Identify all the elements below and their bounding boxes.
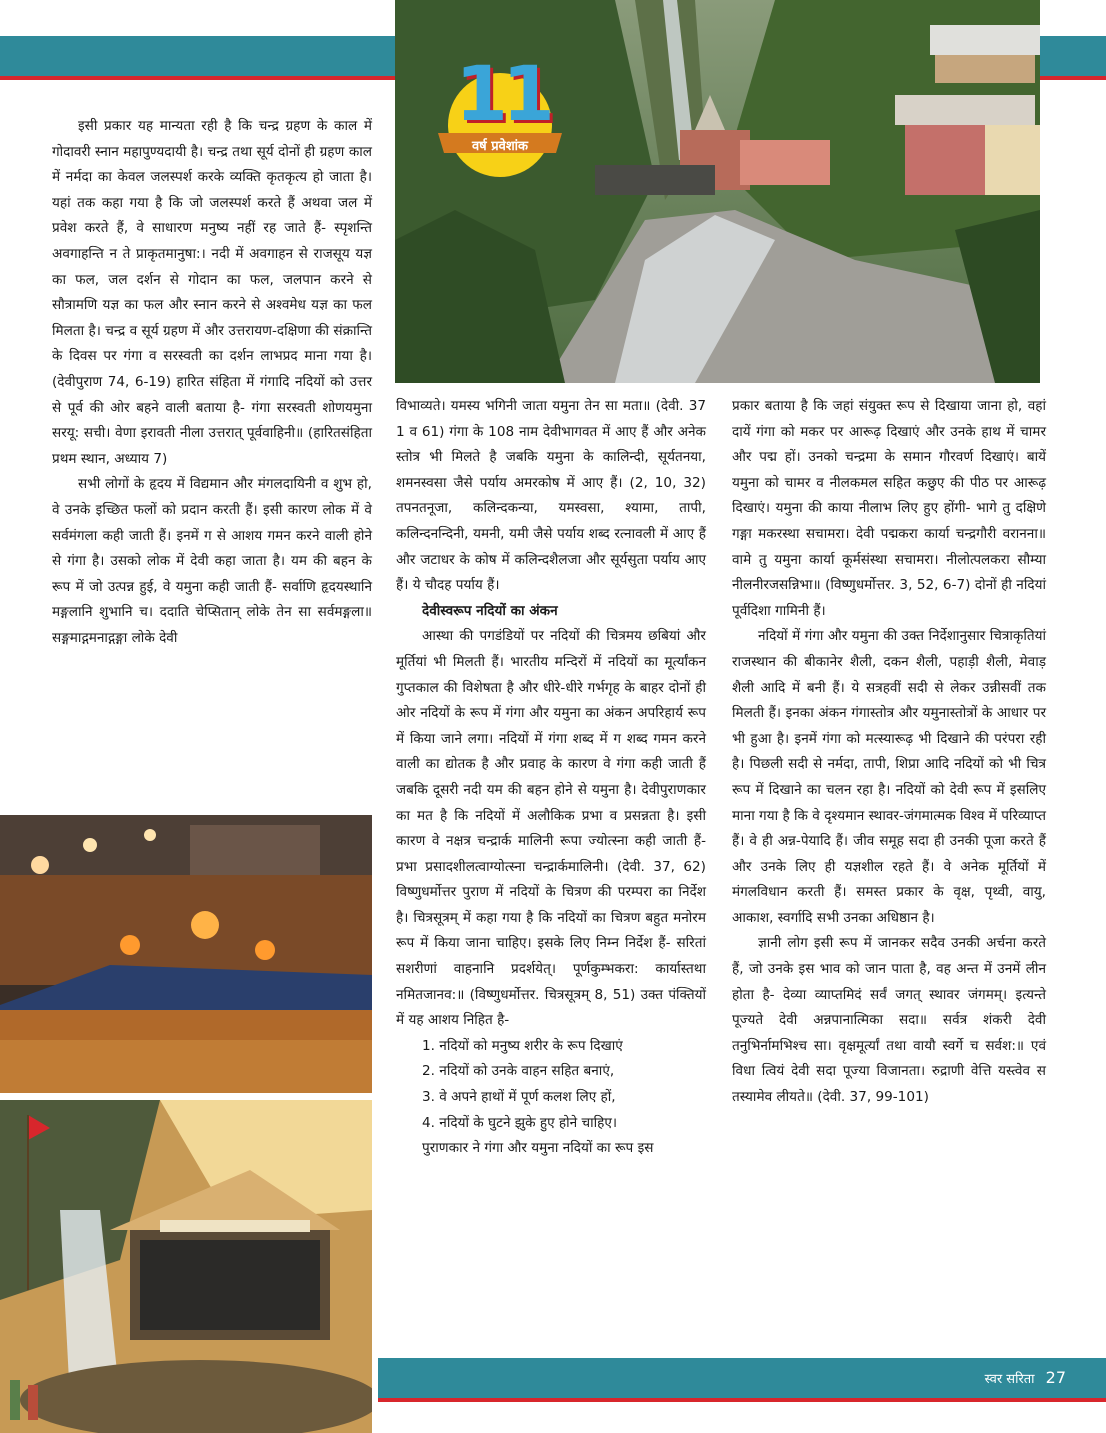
paragraph: नदियों में गंगा और यमुना की उक्त निर्देशानुसार चित्राकृतियां राजस्थान की बीकानेर शैली, दकन शैली, पहाड़ी शैली, मेवाड़ शैली आदि में बनी हैं। ये सत्रहवीं सदी से लेकर उन्नीसवीं तक मिलती हैं। इनका अंकन गंगास्तोत्र और यमुनास्तोत्रों के आधार पर भी हुआ है। इनमें गंगा को मत्स्यारूढ़ भी दिखाने की परंपरा रही है। पिछली सदी से नर्मदा, तापी, शिप्रा आदि नदियों को भी चित्र रूप में दिखाने का चलन रहा है। नदियों को देवी रूप में इसलिए माना गया है कि वे दृश्यमान स्थावर-जंगमात्मक विश्व में परिव्याप्त हैं। वे ही अन्न-पेयादि हैं। जीव समूह सदा ही उनकी पूजा करते हैं और उनके लिए ही यज्ञशील रहते हैं। वे अनेक मूर्तियों में मंगलविधान करती हैं। समस्त प्रकार के वृक्ष, पृथ्वी, वायु, आकाश, स्वर्गादि सभी उनका अधिष्ठान है। <box>732 628 1046 926</box>
badge-number: 11 <box>455 49 549 138</box>
paragraph: पुराणकार ने गंगा और यमुना नदियों का रूप इस <box>422 1140 654 1157</box>
paragraph: विभाव्यते। यमस्य भगिनी जाता यमुना तेन सा मता॥ (देवी. 37 1 व 61) गंगा के 108 नाम देवीभागवत में आए हैं और अनेक स्तोत्र भी मिलते है जबकि यमुना के कालिन्दी, सूर्यतनया, शमनस्वसा जैसे पर्याय अमरकोष में आए हैं। (2, 10, 32) तपनतनूजा, कलिन्दकन्या, यमस्वसा, श्यामा, तापी, कलिन्दनन्दिनी, यमनी, यमी जैसे पर्याय शब्द रत्नावली में आए हैं और जटाधर के कोष में कलिन्दशैलजा और सूर्यसुता पर्याय आए हैं। ये चौदह पर्याय हैं। <box>396 398 706 594</box>
text-column-2 <box>396 394 706 1162</box>
text-column-1 <box>52 114 372 651</box>
bottom-band-stripe <box>378 1398 1106 1402</box>
paragraph: ज्ञानी लोग इसी रूप में जानकर सदैव उनकी अर्चना करते हैं, जो उनके इस भाव को जान पाता है, वह अन्त में उनमें लीन होता है- देव्या व्याप्तमिदं सर्वं जगत् स्थावर जंगमम्। इत्यन्ते पूज्यते देवी अन्नपानात्मिका सदा॥ सर्वत्र शंकरी देवी तनुभिर्नामभिश्च सा। वृक्षमूर्त्यां तथा वायौ स्वर्गे च सर्वश:॥ एवं विधा त्वियं देवी सदा पूज्या विजानता। रुद्राणी वेत्ति यस्त्वेव स तस्यामेव लीयते॥ (देवी. 37, 99-101) <box>732 935 1046 1106</box>
top-band-stripe <box>0 76 395 80</box>
page-footer <box>985 1368 1066 1387</box>
list-item: 1. नदियों को मनुष्य शरीर के रूप दिखाएं <box>422 1037 623 1054</box>
badge-ribbon-text: वर्ष प्रवेशांक <box>471 139 529 154</box>
anniversary-badge <box>430 49 570 185</box>
paragraph: इसी प्रकार यह मान्यता रही है कि चन्द्र ग्रहण के काल में गोदावरी स्नान महापुण्यदायी है। चन्द्र तथा सूर्य दोनों ही ग्रहण काल में नर्मदा का केवल जलस्पर्श करके व्यक्ति कृतकृत्य हो जाता है। यहां तक कहा गया है कि जो जलस्पर्श करते हैं अथवा जल में प्रवेश करते हैं, वे साधारण मनुष्य नहीं रह जाते हैं- स्पृशन्ति अवगाहन्ति न ते प्राकृतमानुषा:। नदी में अवगाहन से राजसूय यज्ञ का फल, जल दर्शन से गोदान का फल, जलपान करने से सौत्रामणि यज्ञ का फल और स्नान करने से अश्वमेध यज्ञ का फल मिलता है। चन्द्र व सूर्य ग्रहण में और उत्तरायण-दक्षिणा की संक्रान्ति के दिवस पर गंगा व सरस्वती का दर्शन लाभप्रद माना गया है। (देवीपुराण 74, 6-19) हारित संहिता में गंगादि नदियों को उत्तर से पूर्व की ओर बहने वाली बताया है- गंगा सरस्वती शोणयमुना सरयू: सची। वेणा इरावती नीला उत्तरात् पूर्ववाहिनी॥ (हारितसंहिता प्रथम स्थान, अध्याय 7) <box>52 118 372 467</box>
temple-photo-illustration <box>0 1100 372 1433</box>
paragraph: प्रकार बताया है कि जहां संयुक्त रूप से दिखाया जाना हो, वहां दायें गंगा को मकर पर आरूढ़ दिखाएं और उनके हाथ में चामर और पद्म हों। उनको चन्द्रमा के समान गौरवर्ण दिखाएं। बायें यमुना को चामर व नीलकमल सहित कछुए की पीठ पर आरूढ़ दिखाएं। यमुना की काया नीलाभ लिए हुए होंगी- भागे तु दक्षिणे गङ्गा मकरस्था सचामरा। देवी पद्मकरा कार्या चन्द्रगौरी वरानना॥ वामे तु यमुना कार्या कूर्मसंस्था सचामरा। नीलोत्पलकरा सौम्या नीलनीरजसन्निभा॥ (विष्णुधर्मोत्तर. 3, 52, 6-7) दोनों ही नदियां पूर्वदिशा गामिनी हैं। <box>732 398 1046 619</box>
top-band-right-stripe <box>1040 76 1106 80</box>
paragraph: सभी लोगों के हृदय में विद्यमान और मंगलदायिनी व शुभ हो, वे उनके इच्छित फलों को प्रदान करती हैं। इसी कारण लोक में वे सर्वमंगला कही जाती हैं। इनमें ग से आशय गमन करने वाली होने से गंगा है। उसको लोक में देवी कहा जाता है। यम की बहन के रूप में जो उत्पन्न हुई, वे यमुना कही जाती हैं- सर्वाणि हृदयस्थानि मङ्गलानि शुभानि च। ददाति चेप्सितान् लोके तेन सा सर्वमङ्गला॥ सङ्गमाद्गमनाद्गङ्गा लोके देवी <box>52 476 372 646</box>
photo-temple-waterfall <box>0 1100 372 1433</box>
page-number: 27 <box>1045 1368 1066 1387</box>
top-band <box>0 36 395 76</box>
magazine-name: स्वर सरिता <box>984 1372 1035 1387</box>
top-band-right <box>1040 36 1106 76</box>
aarti-photo-illustration <box>0 815 372 1093</box>
text-column-3 <box>732 394 1046 1111</box>
section-heading: देवीस्वरूप नदियों का अंकन <box>422 602 558 619</box>
paragraph: आस्था की पगडंडियों पर नदियों की चित्रमय छबियां और मूर्तियां भी मिलती हैं। भारतीय मन्दिरों में नदियों का मूर्त्यांकन गुप्तकाल की विशेषता है और धीरे-धीरे गर्भगृह के बाहर दोनों ही ओर नदियों के रूप में गंगा और यमुना का अंकन अपरिहार्य रूप में किया जाने लगा। नदियों में गंगा शब्द में ग शब्द गमन करने वाली का द्योतक है और प्रवाह के कारण वे गंगा कही जाती हैं जबकि दूसरी नदी यम की बहन होने से यमुना है। देवीपुराणकार का मत है कि नदियों में अलौकिक प्रभा व प्रसन्नता है। इसी कारण वे नक्षत्र चन्द्रार्क मालिनी रूपा ज्योत्स्ना कही जाती हैं- प्रभा प्रसादशीलत्वाग्योत्स्ना चन्द्रार्कमालिनी। (देवी. 37, 62) विष्णुधर्मोत्तर पुराण में नदियों के चित्रण की परम्परा का निर्देश है। चित्रसूत्रम् में कहा गया है कि नदियों का चित्रण बहुत मनोरम रूप में किया जाना चाहिए। इसके लिए निम्न निर्देश हैं- सरितां सशरीणां वाहनानि प्रदर्शयेत्। पूर्णकुम्भकरा: कार्यास्तथा नमितजानव:॥ (विष्णुधर्मोत्तर. चित्रसूत्रम् 8, 51) उक्त पंक्तियों में यह आशय निहित है- <box>396 628 706 1029</box>
list-item: 4. नदियों के घुटने झुके हुए होने चाहिए। <box>422 1114 618 1131</box>
list-item: 3. वे अपने हाथों में पूर्ण कलश लिए हों, <box>422 1089 616 1106</box>
list-item: 2. नदियों को उनके वाहन सहित बनाएं, <box>422 1063 615 1080</box>
photo-ganga-aarti <box>0 815 372 1093</box>
